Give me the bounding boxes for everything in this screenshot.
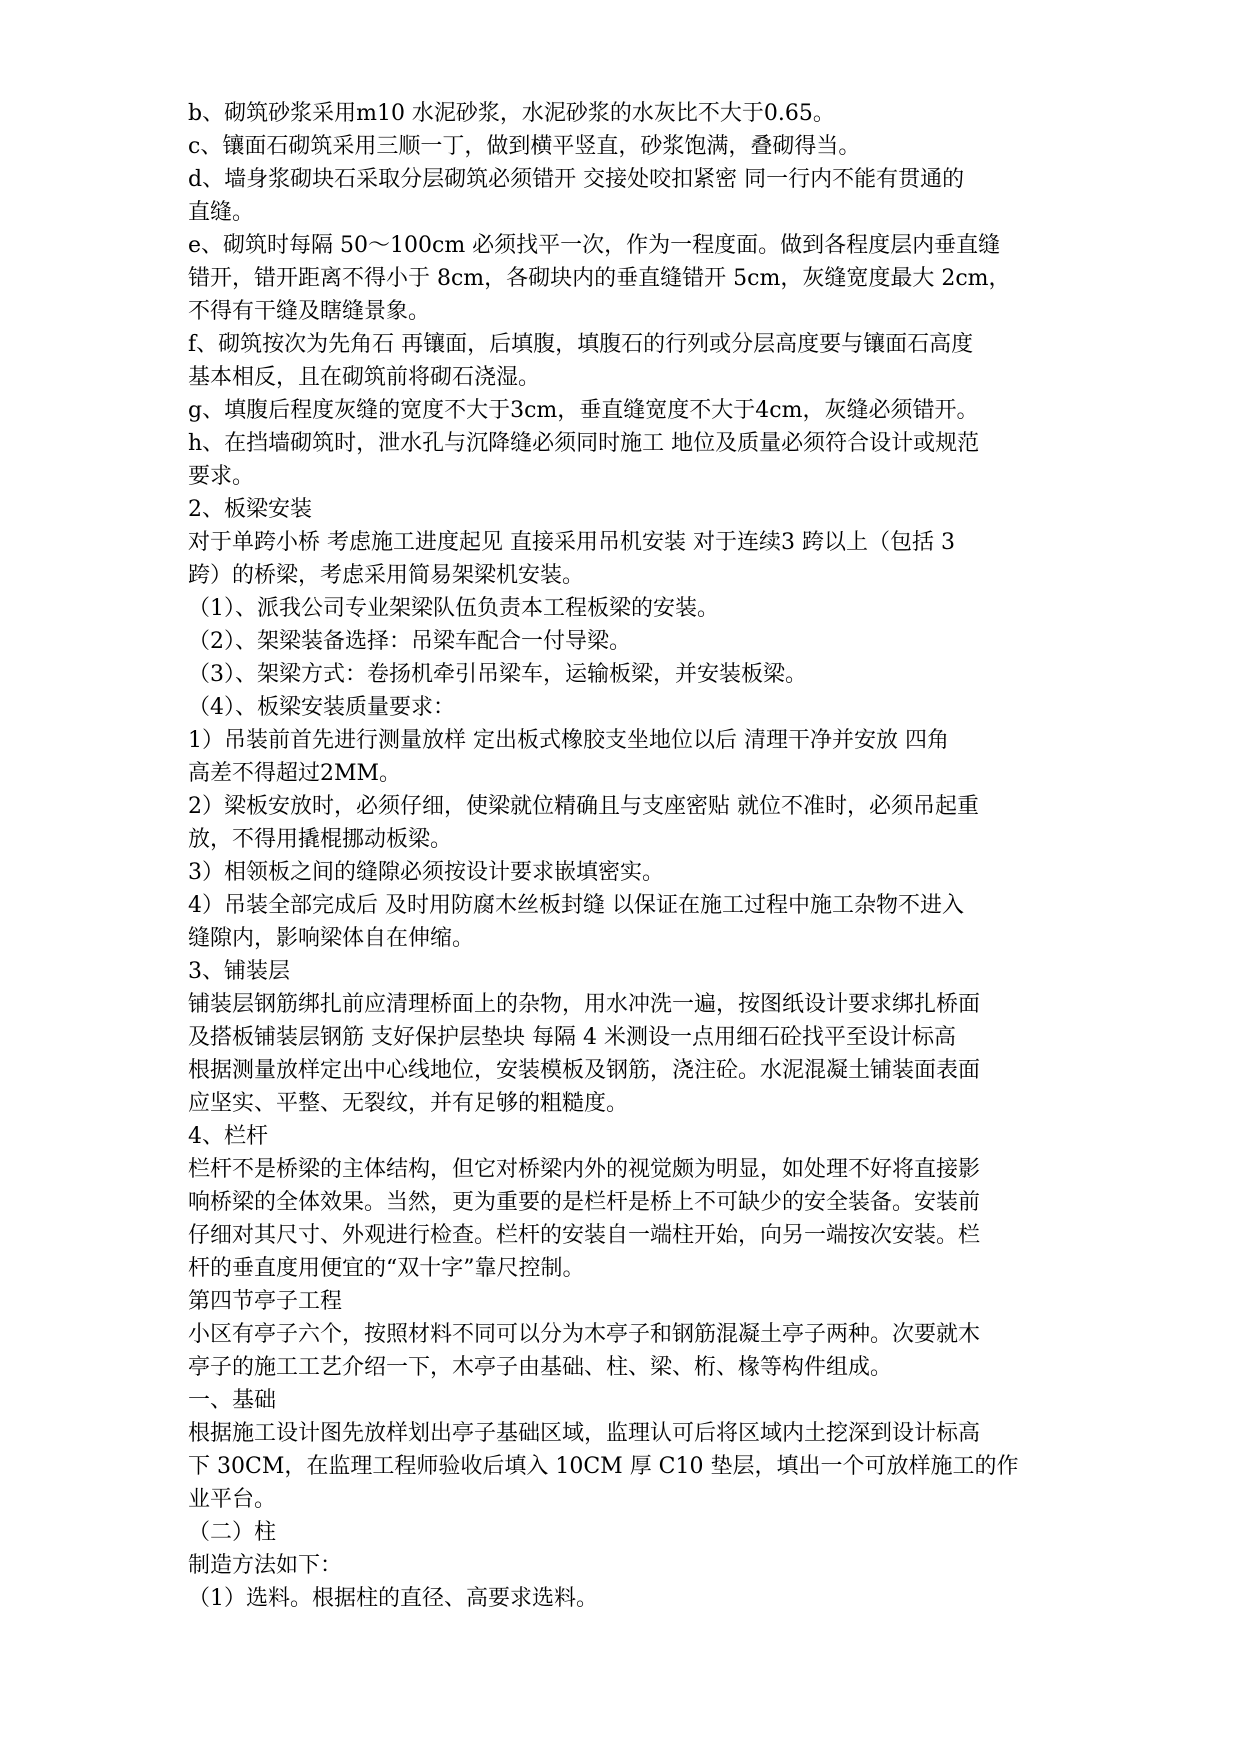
text-line: 铺装层钢筋绑扎前应清理桥面上的杂物，用水冲洗一遍，按图纸设计要求绑扎桥面 bbox=[188, 992, 981, 1017]
text-line: f、砌筑按次为先角石 再镶面，后填腹，填腹石的行列或分层高度要与镶面石高度 bbox=[188, 332, 974, 357]
text-line: （4）、板梁安装质量要求： bbox=[188, 695, 455, 720]
text-line: （2）、架梁装备选择：吊梁车配合一付导梁。 bbox=[188, 629, 631, 654]
text-line: 不得有干缝及瞎缝景象。 bbox=[188, 299, 431, 324]
text-line: 基本相反，且在砌筑前将砌石浇湿。 bbox=[188, 365, 541, 390]
text-line: 放，不得用撬棍挪动板梁。 bbox=[188, 827, 453, 852]
text-line: （1）、派我公司专业架梁队伍负责本工程板梁的安装。 bbox=[188, 596, 719, 621]
text-line: 跨）的桥梁，考虑采用简易架梁机安装。 bbox=[188, 563, 585, 588]
text-line: 制造方法如下： bbox=[188, 1553, 343, 1578]
text-line: b、砌筑砂浆采用m10 水泥砂浆，水泥砂浆的水灰比不大于0.65。 bbox=[188, 101, 835, 126]
text-line: h、在挡墙砌筑时，泄水孔与沉降缝必须同时施工 地位及质量必须符合设计或规范 bbox=[188, 431, 980, 456]
text-line: 直缝。 bbox=[188, 200, 255, 225]
section-heading: 一、基础 bbox=[188, 1388, 277, 1413]
text-line: 响桥梁的全体效果。当然，更为重要的是栏杆是桥上不可缺少的安全装备。安装前 bbox=[188, 1190, 981, 1215]
section-heading: 4、栏杆 bbox=[188, 1124, 268, 1149]
text-line: 根据测量放样定出中心线地位，安装模板及钢筋，浇注砼。水泥混凝土铺装面表面 bbox=[188, 1058, 981, 1083]
text-line: d、墙身浆砌块石采取分层砌筑必须错开 交接处咬扣紧密 同一行内不能有贯通的 bbox=[188, 167, 965, 192]
text-line: 2）梁板安放时，必须仔细，使梁就位精确且与支座密贴 就位不准时，必须吊起重 bbox=[188, 794, 979, 819]
text-line: 下 30CM，在监理工程师验收后填入 10CM 厚 C10 垫层，填出一个可放样施工的作 bbox=[188, 1454, 1019, 1479]
text-line: g、填腹后程度灰缝的宽度不大于3cm，垂直缝宽度不大于4cm，灰缝必须错开。 bbox=[188, 398, 979, 423]
text-line: 仔细对其尺寸、外观进行检查。栏杆的安装自一端柱开始，向另一端按次安装。栏 bbox=[188, 1223, 981, 1248]
text-line: 3）相领板之间的缝隙必须按设计要求嵌填密实。 bbox=[188, 860, 664, 885]
text-line: 高差不得超过2MM。 bbox=[188, 761, 402, 786]
text-line: 杆的垂直度用便宜的“双十字”靠尺控制。 bbox=[188, 1256, 585, 1281]
text-line: 要求。 bbox=[188, 464, 255, 489]
section-heading: 2、板梁安装 bbox=[188, 497, 312, 522]
text-line: 缝隙内，影响梁体自在伸缩。 bbox=[188, 926, 475, 951]
text-line: （3）、架梁方式：卷扬机牵引吊梁车，运输板梁，并安装板梁。 bbox=[188, 662, 807, 687]
text-line: 错开，错开距离不得小于 8cm，各砌块内的垂直缝错开 5cm，灰缝宽度最大 2cm， bbox=[188, 266, 1011, 291]
section-heading: 3、铺装层 bbox=[188, 959, 290, 984]
section-heading: 第四节亭子工程 bbox=[188, 1289, 343, 1314]
section-heading: （二）柱 bbox=[188, 1520, 277, 1545]
text-line: 应坚实、平整、无裂纹，并有足够的粗糙度。 bbox=[188, 1091, 629, 1116]
text-line: 业平台。 bbox=[188, 1487, 277, 1512]
text-line: 小区有亭子六个，按照材料不同可以分为木亭子和钢筋混凝土亭子两种。次要就木 bbox=[188, 1322, 981, 1347]
text-line: e、砌筑时每隔 50～100cm 必须找平一次，作为一程度面。做到各程度层内垂直缝 bbox=[188, 233, 1001, 258]
text-line: 1）吊装前首先进行测量放样 定出板式橡胶支坐地位以后 清理干净并安放 四角 bbox=[188, 728, 949, 753]
text-line: 4）吊装全部完成后 及时用防腐木丝板封缝 以保证在施工过程中施工杂物不进入 bbox=[188, 893, 964, 918]
text-line: 及搭板铺装层钢筋 支好保护层垫块 每隔 4 米测设一点用细石砼找平至设计标高 bbox=[188, 1025, 956, 1050]
text-line: （1）选料。根据柱的直径、高要求选料。 bbox=[188, 1586, 598, 1611]
document-page bbox=[188, 97, 1068, 1615]
text-line: 栏杆不是桥梁的主体结构，但它对桥梁内外的视觉颇为明显，如处理不好将直接影 bbox=[188, 1157, 981, 1182]
text-line: 对于单跨小桥 考虑施工进度起见 直接采用吊机安装 对于连续3 跨以上（包括 3 bbox=[188, 530, 955, 555]
text-line: 亭子的施工工艺介绍一下，木亭子由基础、柱、梁、桁、椽等构件组成。 bbox=[188, 1355, 893, 1380]
text-line: 根据施工设计图先放样划出亭子基础区域，监理认可后将区域内土挖深到设计标高 bbox=[188, 1421, 981, 1446]
text-line: c、镶面石砌筑采用三顺一丁，做到横平竖直，砂浆饱满，叠砌得当。 bbox=[188, 134, 861, 159]
